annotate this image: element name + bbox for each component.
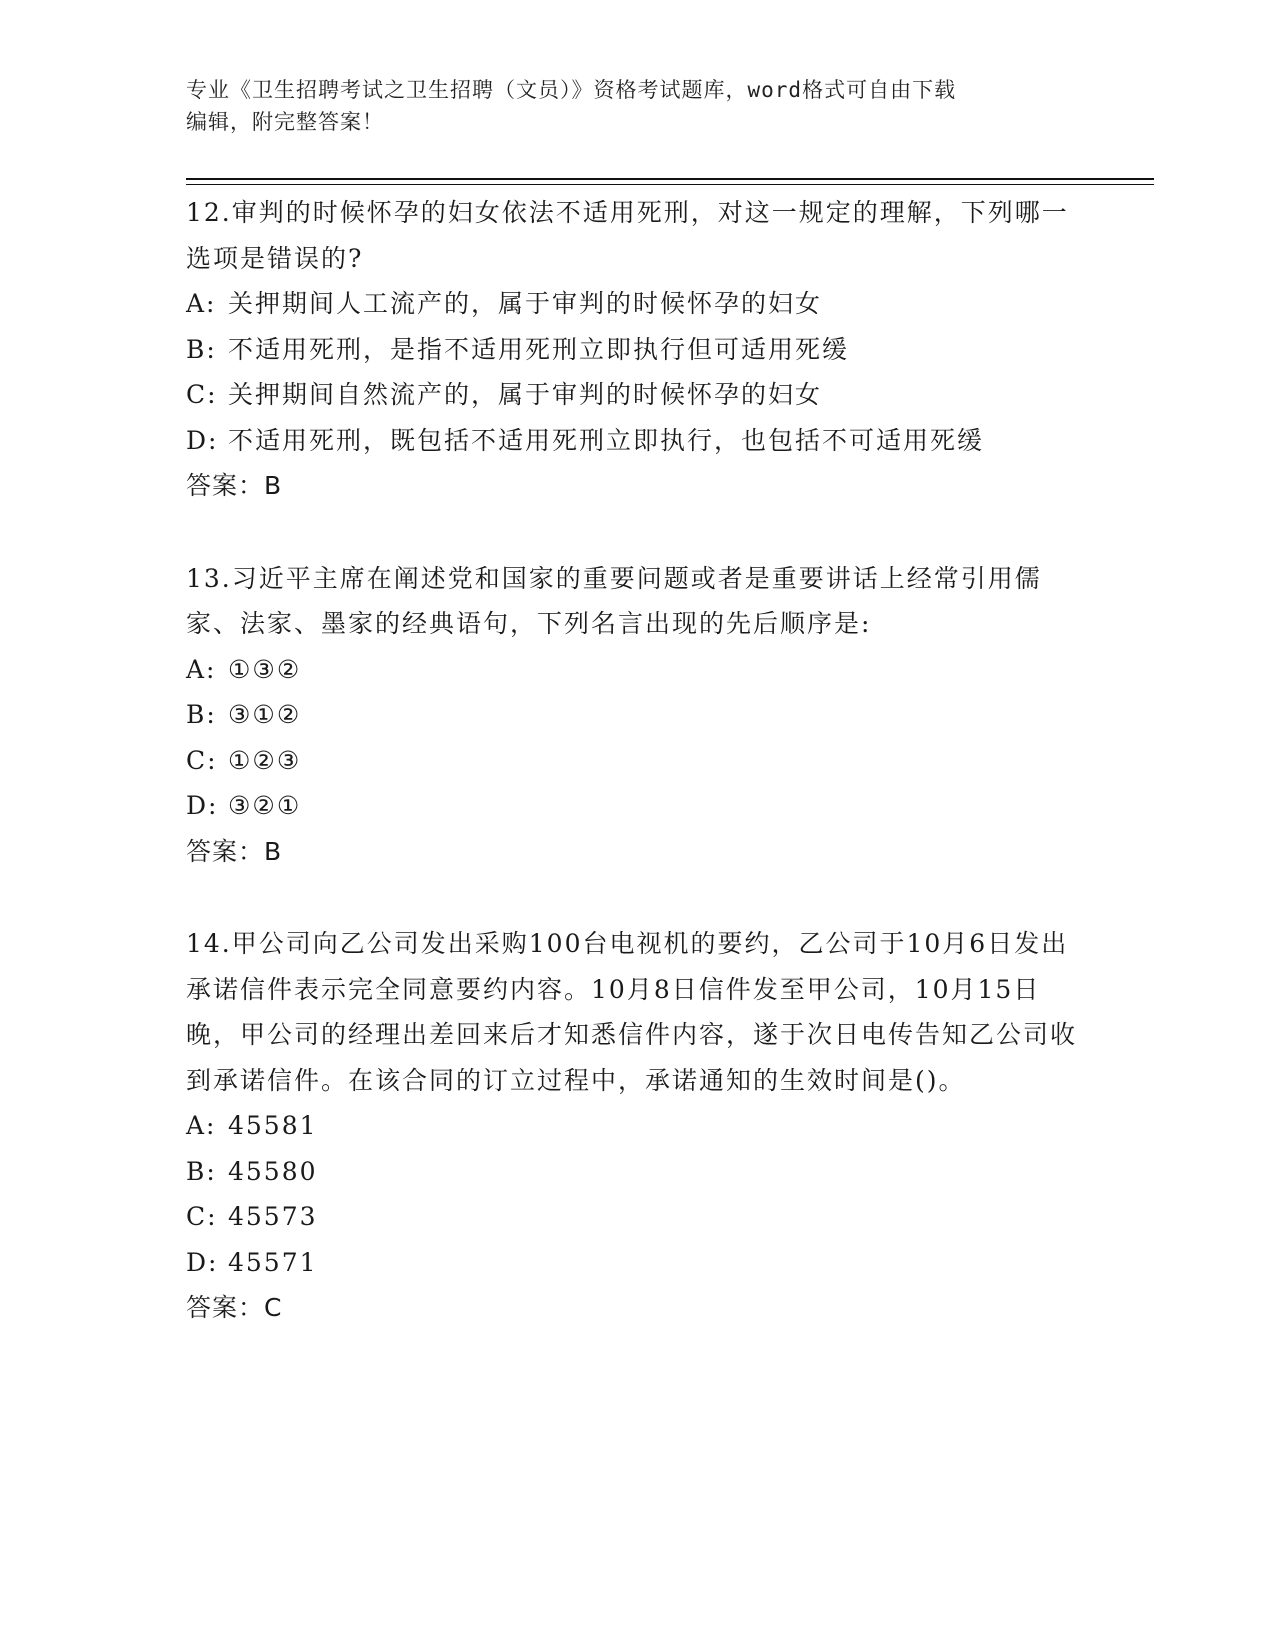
option-d — [186, 783, 1086, 829]
question-stem: 13.习近平主席在阐述党和国家的重要问题或者是重要讲话上经常引用儒家、法家、墨家的经典语句，下列名言出现的先后顺序是: — [186, 563, 1042, 638]
option-key: B: — [186, 334, 217, 364]
option-key: A: — [186, 289, 217, 318]
option-key: C: — [186, 380, 218, 409]
question-12 — [186, 190, 1086, 509]
option-a — [186, 281, 1086, 327]
option-text: ③①② — [228, 700, 302, 729]
header-divider-thin — [186, 184, 1154, 185]
question-13 — [186, 556, 1086, 875]
question-stem: 14.甲公司向乙公司发出采购100台电视机的要约，乙公司于10月6日发出承诺信件表示完全同意要约内容。10月8日信件发至甲公司，10月15日晚，甲公司的经理出差回来后才知悉信件内容，遂于次日电传告知乙公司收到承诺信件。在该合同的订立过程中，承诺通知的生效时间是()。 — [186, 929, 1078, 1095]
option-key: D: — [186, 791, 219, 820]
option-key: D: — [186, 1247, 219, 1277]
option-key: D: — [186, 425, 219, 455]
option-text: 关押期间自然流产的，属于审判的时候怀孕的妇女 — [228, 380, 823, 409]
option-text: 45580 — [228, 1156, 318, 1186]
option-b — [186, 327, 1086, 373]
option-key: A: — [186, 654, 217, 684]
option-d — [186, 418, 1086, 464]
option-text: ①③② — [228, 654, 302, 684]
option-c — [186, 1194, 1086, 1240]
option-key: C: — [186, 745, 218, 775]
answer-line: 答案：B — [186, 471, 283, 500]
question-list — [186, 190, 1086, 1378]
answer-line: 答案：B — [186, 836, 283, 866]
header-divider-thick — [186, 178, 1154, 180]
option-text: 不适用死刑，是指不适用死刑立即执行但可适用死缓 — [228, 334, 850, 364]
answer-line: 答案：C — [186, 1293, 283, 1322]
option-d — [186, 1240, 1086, 1286]
option-b — [186, 692, 1086, 738]
document-header — [186, 74, 1066, 138]
option-c — [186, 372, 1086, 418]
option-text: 45573 — [228, 1202, 318, 1231]
option-key: B: — [186, 700, 217, 729]
option-c — [186, 738, 1086, 784]
option-text: 45581 — [228, 1111, 318, 1140]
option-a — [186, 647, 1086, 693]
option-text: ①②③ — [228, 745, 302, 775]
question-14 — [186, 921, 1086, 1331]
option-text: 45571 — [228, 1247, 318, 1277]
header-line-2: 编辑，附完整答案！ — [186, 110, 384, 134]
header-line-1: 专业《卫生招聘考试之卫生招聘（文员）》资格考试题库，word格式可自由下载 — [186, 78, 957, 102]
question-stem: 12.审判的时候怀孕的妇女依法不适用死刑，对这一规定的理解，下列哪一选项是错误的? — [186, 198, 1069, 273]
option-text: 不适用死刑，既包括不适用死刑立即执行，也包括不可适用死缓 — [228, 425, 985, 455]
option-key: B: — [186, 1156, 217, 1186]
option-b — [186, 1149, 1086, 1195]
option-a — [186, 1103, 1086, 1149]
option-text: 关押期间人工流产的，属于审判的时候怀孕的妇女 — [228, 289, 823, 318]
option-key: C: — [186, 1202, 218, 1231]
option-text: ③②① — [228, 791, 302, 820]
option-key: A: — [186, 1111, 217, 1140]
